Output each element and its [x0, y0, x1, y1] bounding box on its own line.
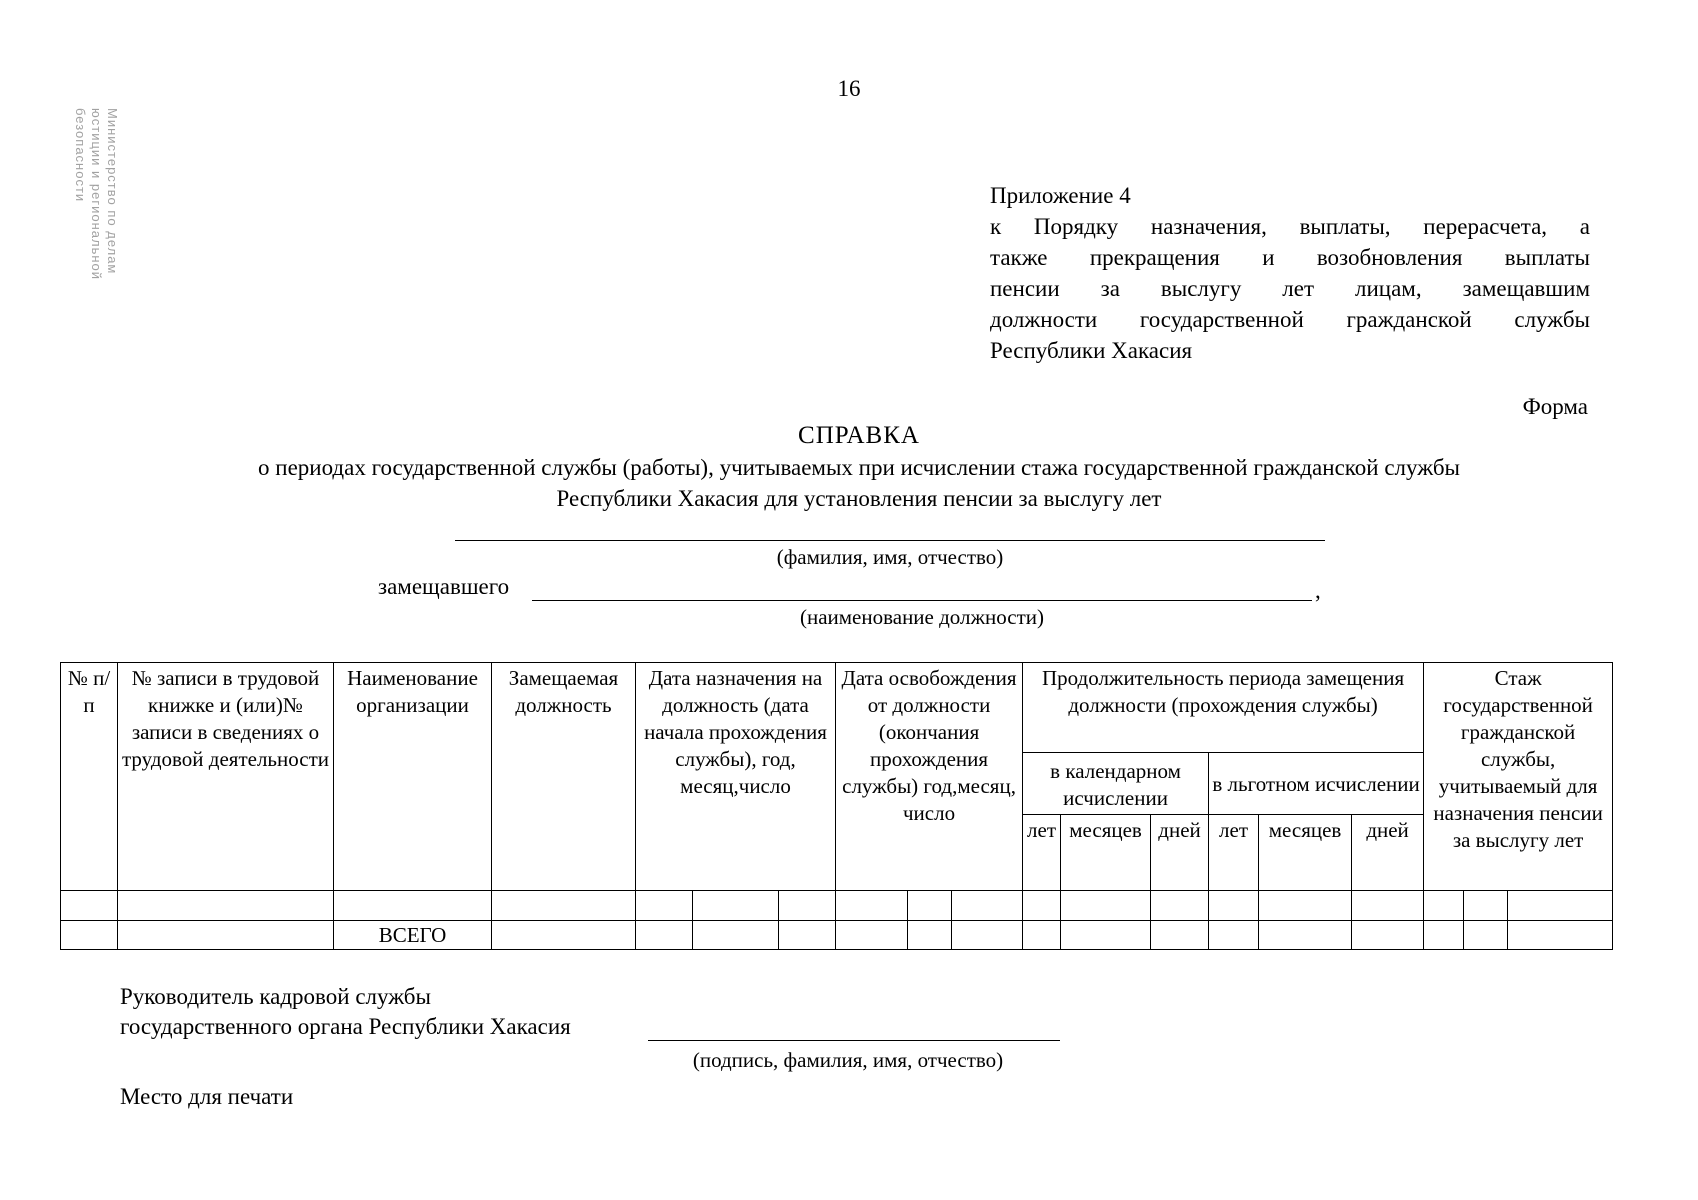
position-caption: (наименование должности): [799, 605, 1045, 629]
table-row: [61, 891, 1613, 921]
document-title: СПРАВКА: [798, 422, 920, 449]
page-number: 16: [837, 76, 861, 101]
appendix-title: Приложение 4: [990, 183, 1131, 208]
signature-underline: [648, 1040, 1060, 1041]
form-label: Форма: [1522, 394, 1588, 419]
appendix-line: должности государственной гражданской службы: [990, 307, 1590, 332]
header-num: № п/п: [61, 663, 118, 891]
appendix-line: Республики Хакасия: [990, 338, 1193, 363]
appendix-block: [990, 180, 1590, 366]
header-calendar-months: месяцев: [1061, 815, 1151, 891]
service-periods-table: [60, 662, 1613, 950]
appendix-line: пенсии за выслугу лет лицам, замещавшим: [990, 276, 1590, 301]
subtitle-line: Республики Хакасия для установления пенсии за выслугу лет: [556, 486, 1162, 511]
header-calendar-days: дней: [1151, 815, 1209, 891]
header-duration: Продолжительность периода замещения должности (прохождения службы): [1023, 663, 1424, 753]
appendix-line: также прекращения и возобновления выплаты: [990, 245, 1590, 270]
document-subtitle: [150, 452, 1568, 514]
subtitle-line: о периодах государственной службы (работы), учитываемых при исчислении стажа государственной гражданской службы: [258, 455, 1460, 480]
header-record: № записи в трудовой книжке и (или)№ записи в сведениях о трудовой деятельности: [118, 663, 334, 891]
header-calendar-years: лет: [1023, 815, 1061, 891]
table-total-row: [61, 921, 1613, 950]
position-comma: ,: [1315, 578, 1321, 603]
header-preferential-months: месяцев: [1259, 815, 1352, 891]
header-preferential: в льготном исчислении: [1209, 753, 1424, 815]
header-calendar: в календарном исчислении: [1023, 753, 1209, 815]
header-organization: Наименование организации: [334, 663, 492, 891]
total-label: ВСЕГО: [334, 921, 492, 950]
fio-caption: (фамилия, имя, отчество): [776, 545, 1004, 569]
signature-caption: (подпись, фамилия, имя, отчество): [692, 1048, 1004, 1072]
header-start-date: Дата назначения на должность (дата начала прохождения службы), год, месяц,число: [636, 663, 836, 891]
header-service-length: Стаж государственной гражданской службы, учитываемый для назначения пенсии за выслугу лет: [1424, 663, 1613, 891]
position-underline: [532, 600, 1312, 601]
signature-title-line1: Руководитель кадровой службы: [120, 984, 431, 1009]
position-label: замещавшего: [378, 574, 510, 599]
stamp-line: безопасности: [73, 108, 88, 203]
header-end-date: Дата освобождения от должности (окончания прохождения службы) год,месяц, число: [836, 663, 1023, 891]
seal-place: Место для печати: [120, 1084, 294, 1109]
header-preferential-days: дней: [1352, 815, 1424, 891]
header-position: Замещаемая должность: [492, 663, 636, 891]
appendix-line: к Порядку назначения, выплаты, перерасчета, а: [990, 214, 1590, 239]
fio-underline: [455, 540, 1325, 541]
stamp-line: Министерство по делам: [105, 108, 120, 275]
stamp-line: юстиции и региональной: [89, 108, 104, 281]
header-preferential-years: лет: [1209, 815, 1259, 891]
signature-title-line2: государственного органа Республики Хакасия: [120, 1014, 571, 1039]
